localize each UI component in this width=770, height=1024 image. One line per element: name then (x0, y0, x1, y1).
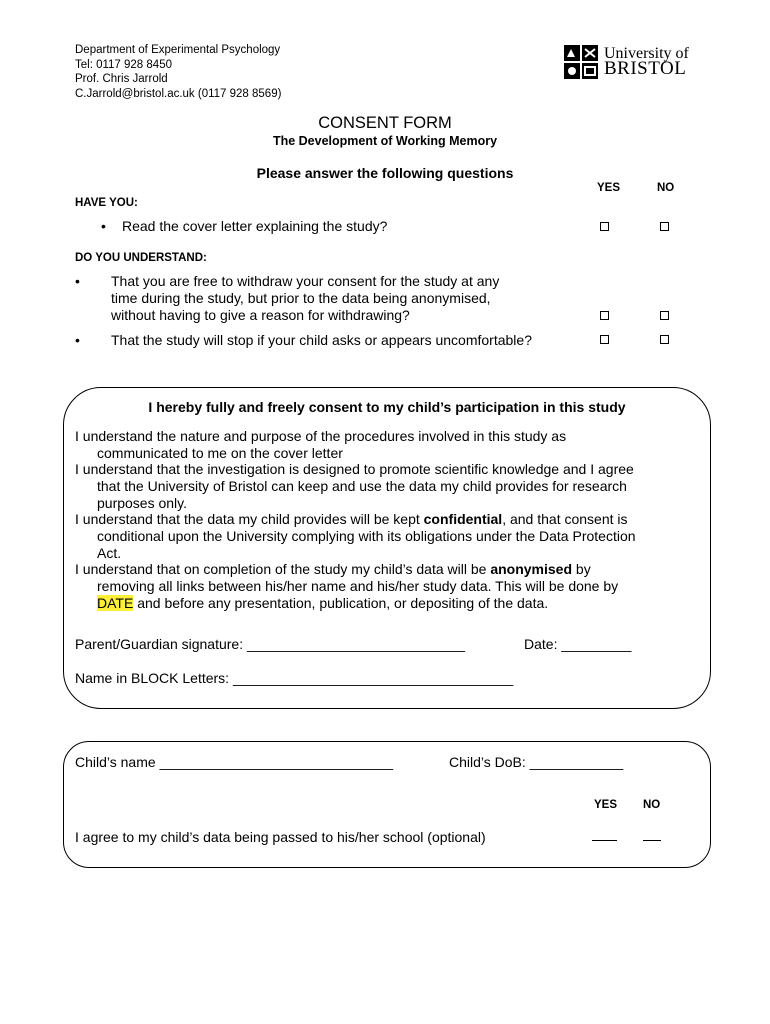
consent-statement-2: I understand that the investigation is designed to promote scientific knowledge and I agree that the University of Bristol can keep and use the data my child provides for research purposes only. (75, 461, 634, 511)
section-have-you: HAVE YOU: (75, 197, 138, 209)
child-name-field[interactable]: Child’s name ______________________________ (75, 754, 394, 770)
consent-heading: I hereby fully and freely consent to my child’s participation in this study (148, 399, 626, 415)
q3-yes-checkbox[interactable] (600, 335, 609, 344)
school-yes-header: YES (594, 799, 618, 811)
guardian-signature-field[interactable]: Parent/Guardian signature: ____________________________ (75, 636, 466, 652)
school-share-question: I agree to my child’s data being passed to his/her school (optional) (75, 829, 486, 845)
form-title: CONSENT FORM (318, 114, 452, 132)
section-do-you-understand: DO YOU UNDERSTAND: (75, 252, 207, 264)
contact-name: Prof. Chris Jarrold (75, 73, 168, 85)
dept-name: Department of Experimental Psychology (75, 44, 281, 56)
consent-statement-4: I understand that on completion of the study my child’s data will be anonymised by removing all links between his/her name and his/her study data. This will be done by DATE and before any presentation, publication, or depositing of the data. (75, 561, 619, 611)
question-read-letter: Read the cover letter explaining the study? (122, 218, 388, 234)
child-dob-field[interactable]: Child’s DoB: ____________ (449, 754, 624, 770)
school-yes-blank[interactable] (592, 840, 617, 841)
q1-yes-checkbox[interactable] (600, 222, 609, 231)
consent-statement-3: I understand that the data my child provides will be kept confidential, and that consent is conditional upon the University complying with its obligations under the Data Protection Act. (75, 511, 636, 561)
instruction-heading: Please answer the following questions (256, 165, 514, 181)
date-placeholder: DATE (97, 594, 134, 611)
dept-phone: Tel: 0117 928 8450 (75, 58, 172, 71)
contact-email: C.Jarrold@bristol.ac.uk (0117 928 8569) (75, 87, 282, 100)
logo-wordmark: University of BRISTOL (604, 45, 689, 79)
q1-no-checkbox[interactable] (660, 222, 669, 231)
question-withdraw: That you are free to withdraw your consent for the study at any time during the study, but prior to the data being anonymised, without having to give a reason for withdrawing? (111, 273, 500, 323)
q2-no-checkbox[interactable] (660, 311, 669, 320)
signature-date-field[interactable]: Date: _________ (524, 636, 632, 652)
q2-yes-checkbox[interactable] (600, 311, 609, 320)
university-logo (563, 44, 698, 82)
no-column-header: NO (657, 182, 675, 194)
block-letters-name-field[interactable]: Name in BLOCK Letters: ____________________________________ (75, 670, 514, 686)
question-stop-study: That the study will stop if your child asks or appears uncomfortable? (111, 332, 532, 348)
study-title: The Development of Working Memory (272, 134, 498, 148)
q3-no-checkbox[interactable] (660, 335, 669, 344)
school-no-header: NO (643, 799, 661, 811)
consent-statement-1: I understand the nature and purpose of the procedures involved in this study as communicated to me on the cover letter (75, 428, 567, 461)
university-crest-icon (563, 44, 601, 80)
yes-column-header: YES (597, 182, 621, 194)
bullet: • (101, 218, 106, 234)
school-no-blank[interactable] (643, 840, 661, 841)
bullet: • (75, 332, 80, 348)
bullet: • (75, 273, 80, 289)
